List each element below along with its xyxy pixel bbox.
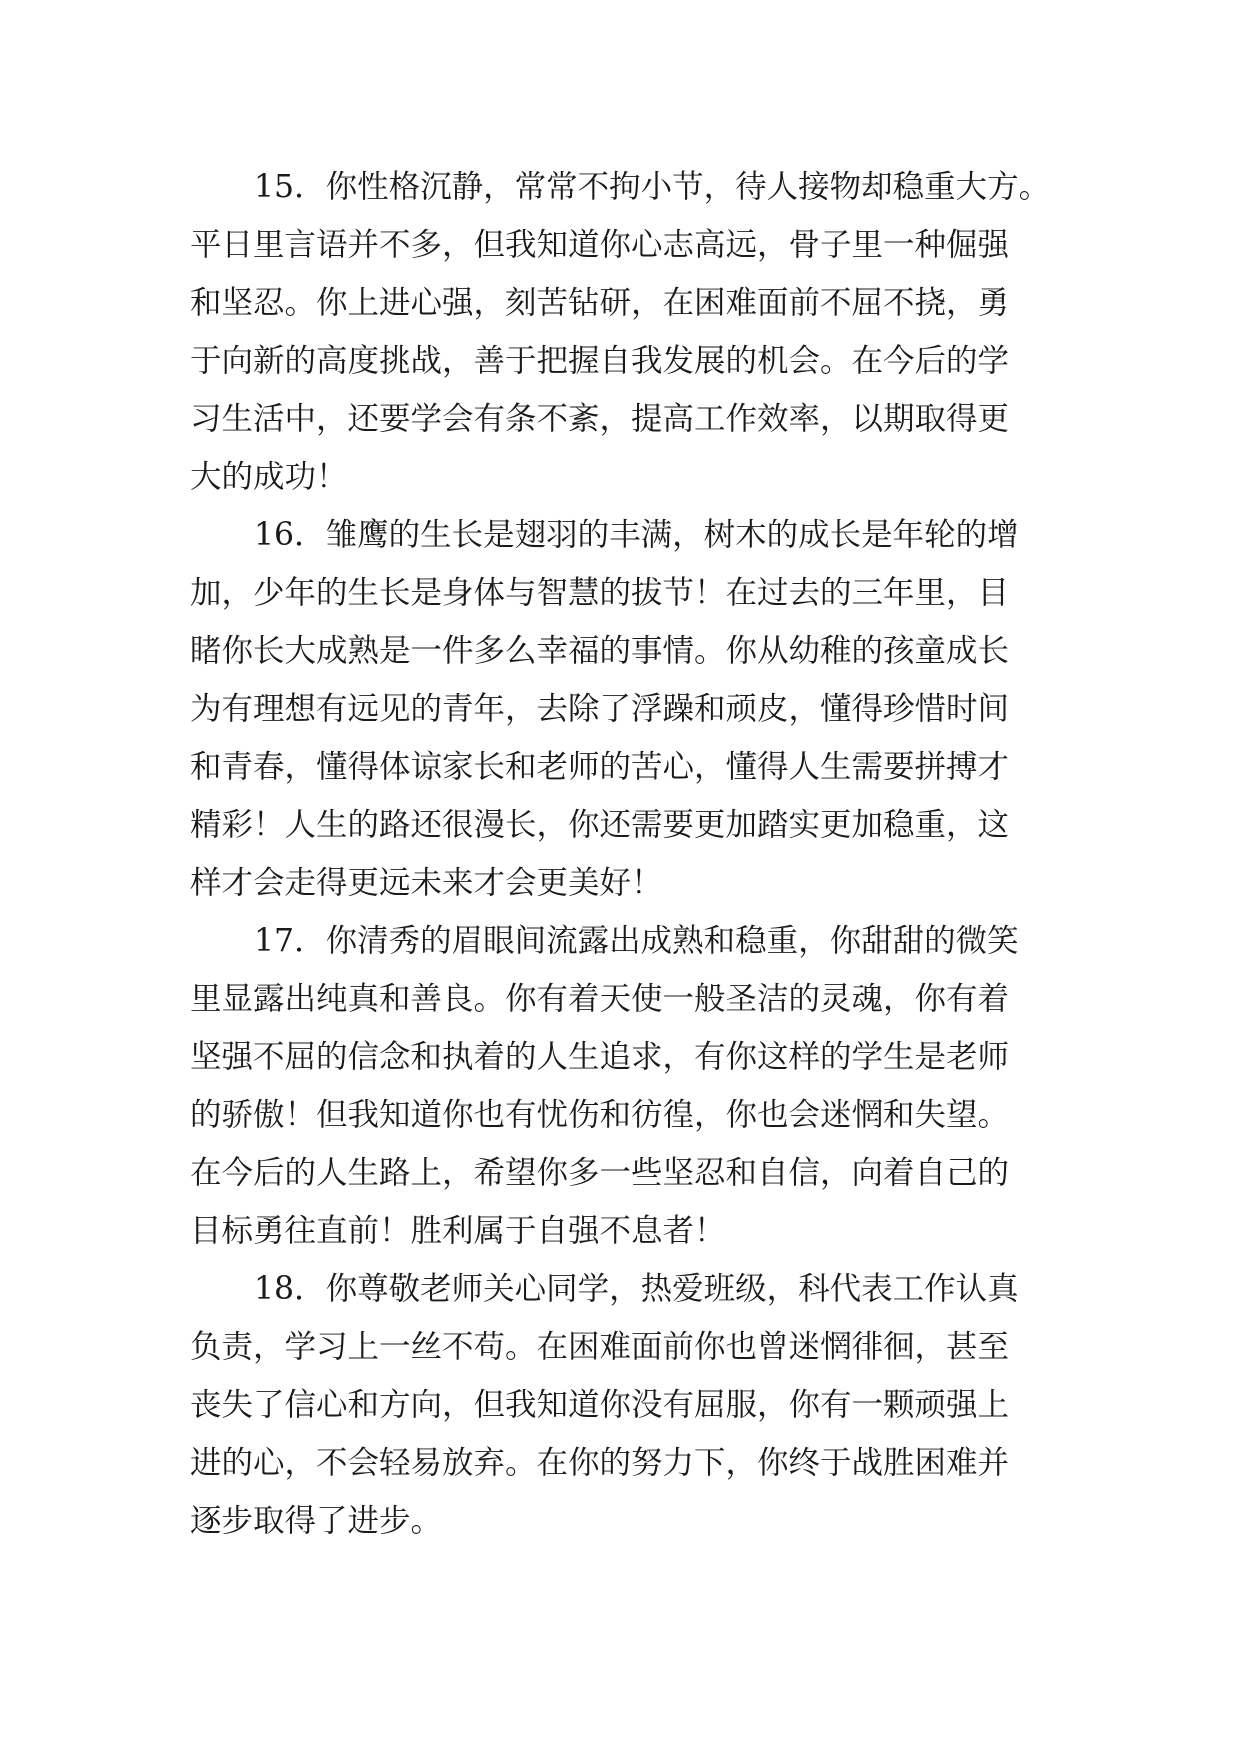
paragraph-line: 大的成功！ [190,459,348,495]
paragraph-line: 17．你清秀的眉眼间流露出成熟和稳重，你甜甜的微笑 [254,923,1019,959]
paragraph-17 [190,912,1070,1260]
paragraph-line: 负责，学习上一丝不苟。在困难面前你也曾迷惘徘徊，甚至 [190,1329,1010,1365]
paragraph-line: 的骄傲！但我知道你也有忧伤和彷徨，你也会迷惘和失望。 [190,1097,1010,1133]
paragraph-15 [190,158,1070,506]
paragraph-line: 在今后的人生路上，希望你多一些坚忍和自信，向着自己的 [190,1155,1010,1191]
paragraph-line: 15．你性格沉静，常常不拘小节，待人接物却稳重大方。 [254,169,1051,205]
paragraph-line: 加，少年的生长是身体与智慧的拔节！在过去的三年里，目 [190,575,1010,611]
paragraph-line: 丧失了信心和方向，但我知道你没有屈服，你有一颗顽强上 [190,1387,1010,1423]
paragraph-line: 精彩！人生的路还很漫长，你还需要更加踏实更加稳重，这 [190,807,1010,843]
paragraph-line: 和坚忍。你上进心强，刻苦钻研，在困难面前不屈不挠，勇 [190,285,1010,321]
paragraph-line: 目标勇往直前！胜利属于自强不息者！ [190,1213,726,1249]
paragraph-line: 于向新的高度挑战，善于把握自我发展的机会。在今后的学 [190,343,1010,379]
paragraph-line: 和青春，懂得体谅家长和老师的苦心，懂得人生需要拼搏才 [190,749,1010,785]
paragraph-line: 里显露出纯真和善良。你有着天使一般圣洁的灵魂，你有着 [190,981,1010,1017]
paragraph-line: 样才会走得更远未来才会更美好！ [190,865,663,901]
paragraph-line: 逐步取得了进步。 [190,1503,443,1539]
document-body [190,158,1070,1550]
paragraph-line: 平日里言语并不多，但我知道你心志高远，骨子里一种倔强 [190,227,1010,263]
paragraph-line: 为有理想有远见的青年，去除了浮躁和顽皮，懂得珍惜时间 [190,691,1010,727]
paragraph-line: 习生活中，还要学会有条不紊，提高工作效率，以期取得更 [190,401,1010,437]
paragraph-line: 睹你长大成熟是一件多么幸福的事情。你从幼稚的孩童成长 [190,633,1010,669]
paragraph-16 [190,506,1070,912]
paragraph-line: 16．雏鹰的生长是翅羽的丰满，树木的成长是年轮的增 [254,517,1019,553]
paragraph-line: 坚强不屈的信念和执着的人生追求，有你这样的学生是老师 [190,1039,1010,1075]
paragraph-line: 进的心，不会轻易放弃。在你的努力下，你终于战胜困难并 [190,1445,1010,1481]
paragraph-line: 18．你尊敬老师关心同学，热爱班级，科代表工作认真 [254,1271,1019,1307]
paragraph-18 [190,1260,1070,1550]
